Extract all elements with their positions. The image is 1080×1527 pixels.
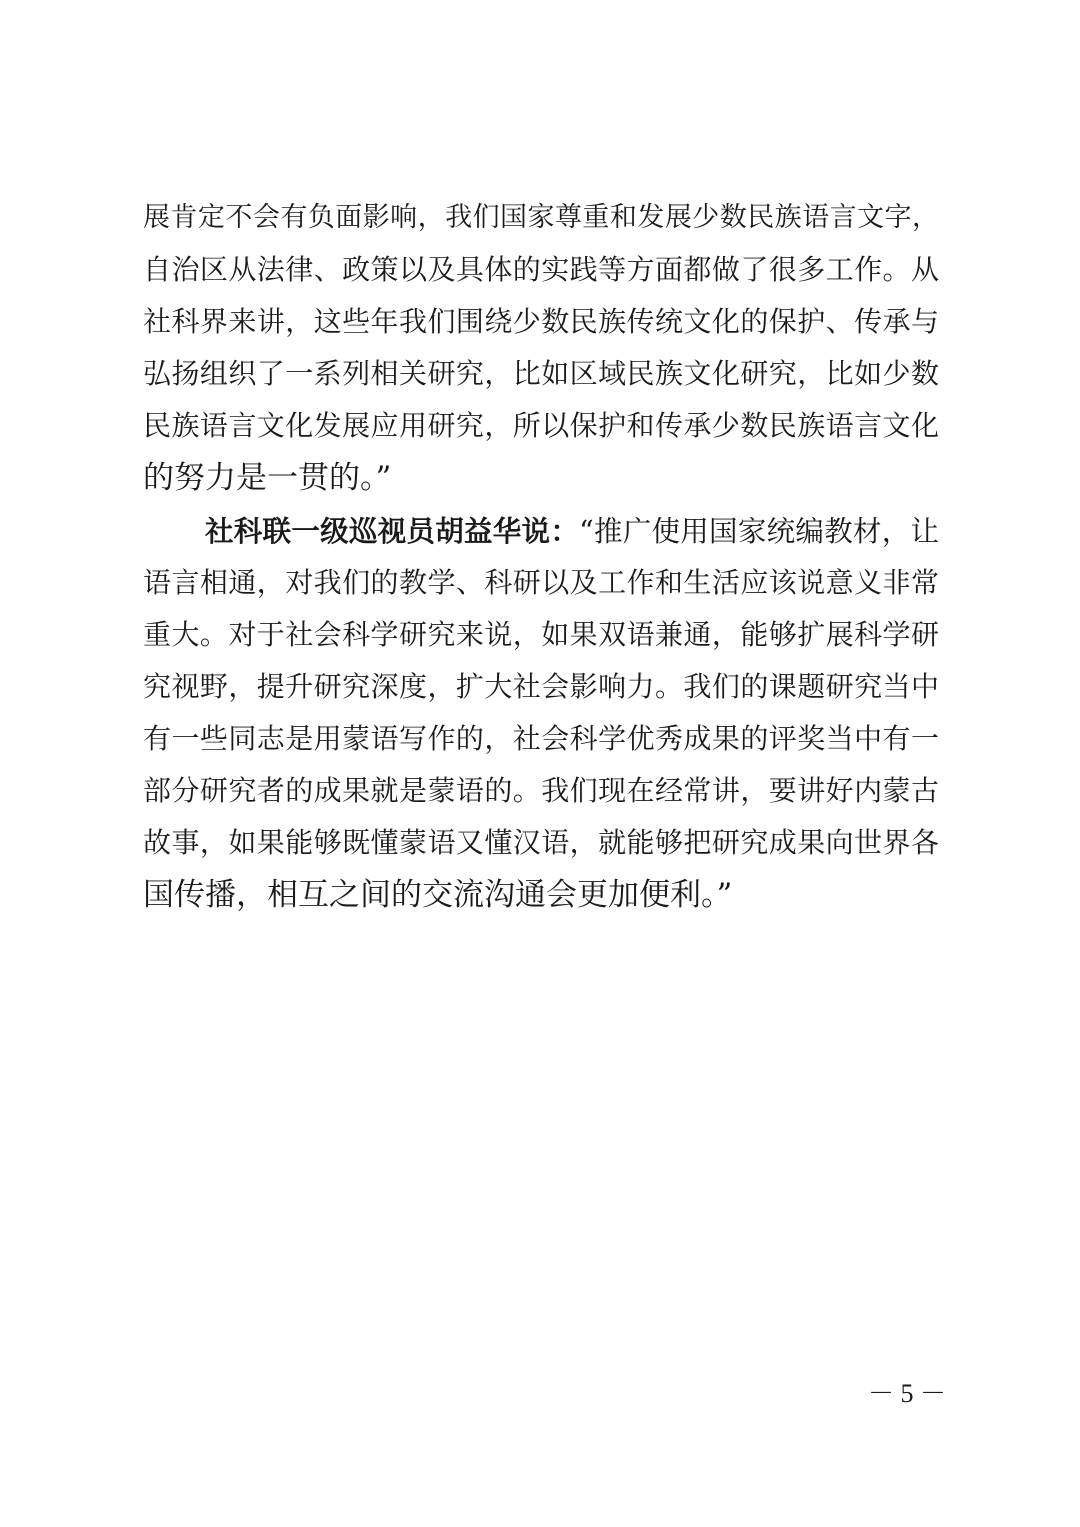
speaker-name: 社科联一级巡视员胡益华说： xyxy=(205,513,580,548)
text-line: 自治区从法律、政策以及具体的实践等方面都做了很多工作。从 xyxy=(143,253,939,287)
text-line: 部分研究者的成果就是蒙语的。我们现在经常讲，要讲好内蒙古 xyxy=(143,774,939,808)
text-line: 重大。对于社会科学研究来说，如果双语兼通，能够扩展科学研 xyxy=(143,617,939,651)
text-line: 民族语言文化发展应用研究，所以保护和传承少数民族语言文化 xyxy=(143,409,939,443)
quote-start: “推广使用国家统编教材，让 xyxy=(579,514,939,548)
text-line: 展肯定不会有负面影响，我们国家尊重和发展少数民族语言文字， xyxy=(143,202,939,233)
page-number: － 5 － xyxy=(868,1379,947,1408)
text-line xyxy=(143,505,939,557)
text-line: 语言相通，对我们的教学、科研以及工作和生活应该说意义非常 xyxy=(143,565,939,599)
text-line: 社科界来讲，这些年我们围绕少数民族传统文化的保护、传承与 xyxy=(143,305,939,339)
paragraph-2 xyxy=(143,505,939,922)
text-line: 弘扬组织了一系列相关研究，比如区域民族文化研究，比如少数 xyxy=(143,357,939,391)
text-line: 的努力是一贯的。” xyxy=(143,460,392,497)
text-line: 有一些同志是用蒙语写作的，社会科学优秀成果的评奖当中有一 xyxy=(143,721,939,755)
text-line: 故事，如果能够既懂蒙语又懂汉语，就能够把研究成果向世界各 xyxy=(143,826,939,860)
body-text xyxy=(143,192,939,921)
paragraph-1 xyxy=(143,192,939,505)
text-line: 究视野，提升研究深度，扩大社会影响力。我们的课题研究当中 xyxy=(143,669,939,703)
text-line: 国传播，相互之间的交流沟通会更加便利。” xyxy=(143,877,733,914)
